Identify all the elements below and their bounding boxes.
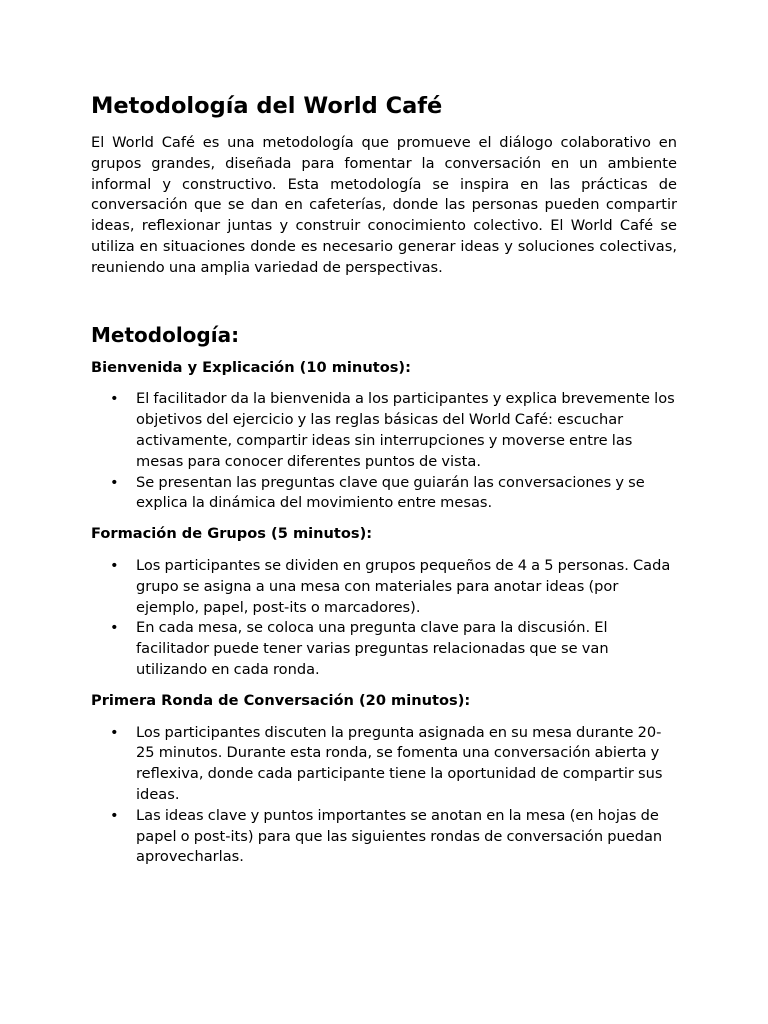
list-item-text: El facilitador da la bienvenida a los participantes y explica brevemente los objetivos del ejercicio y las reglas básicas del World Café: escuchar activamente, compartir ideas sin interrupciones y moverse entre las mesas para conocer diferentes puntos de vista. [136,390,675,470]
bullet-icon: • [110,619,119,637]
list-item [91,389,677,472]
bullet-icon: • [110,556,119,574]
intro-paragraph: El World Café es una metodología que promueve el diálogo colaborativo en grupos grandes, diseñada para fomentar la conversación en un ambiente informal y constructivo. Esta metodología se inspira en las prácticas de conversación que se dan en cafeterías, donde las personas pueden compartir ideas, reflexionar juntas y construir conocimiento colectivo. El World Café se utiliza en situaciones donde es necesario generar ideas y soluciones colectivas, reuniendo una amplia variedad de perspectivas. [91,134,677,276]
subsection-heading: Primera Ronda de Conversación (20 minutos): [91,691,471,709]
bullet-list [91,723,677,869]
document-title: Metodología del World Café [91,93,443,119]
bullet-icon: • [110,473,119,491]
list-item [91,723,677,806]
list-item-text: Se presentan las preguntas clave que guiarán las conversaciones y se explica la dinámica del movimiento entre mesas. [136,473,645,512]
bullet-list [91,556,677,681]
list-item [91,618,677,680]
bullet-icon: • [110,723,119,741]
list-item [91,556,677,618]
section-primera-ronda [91,691,677,868]
subsection-heading: Bienvenida y Explicación (10 minutos): [91,358,411,376]
section-bienvenida [91,358,677,515]
list-item-text: Los participantes discuten la pregunta asignada en su mesa durante 20-25 minutos. Durante esta ronda, se fomenta una conversación abierta y reflexiva, donde cada participante tiene la oportunidad de compartir sus ideas. [136,723,663,803]
list-item-text: En cada mesa, se coloca una pregunta clave para la discusión. El facilitador puede tener varias preguntas relacionadas que se van utilizando en cada ronda. [136,619,609,678]
list-item-text: Las ideas clave y puntos importantes se anotan en la mesa (en hojas de papel o post-its) para que las siguientes rondas de conversación puedan aprovecharlas. [136,806,663,866]
list-item-text: Los participantes se dividen en grupos pequeños de 4 a 5 personas. Cada grupo se asigna a una mesa con materiales para anotar ideas (por ejemplo, papel, post-its o marcadores). [136,556,671,616]
document-body [91,89,677,868]
section-heading: Metodología: [91,322,240,347]
list-item [91,806,677,868]
bullet-list [91,389,677,514]
subsection-heading: Formación de Grupos (5 minutos): [91,525,373,543]
bullet-icon: • [110,390,119,408]
list-item [91,473,677,515]
bullet-icon: • [110,806,119,824]
section-formacion [91,524,677,681]
